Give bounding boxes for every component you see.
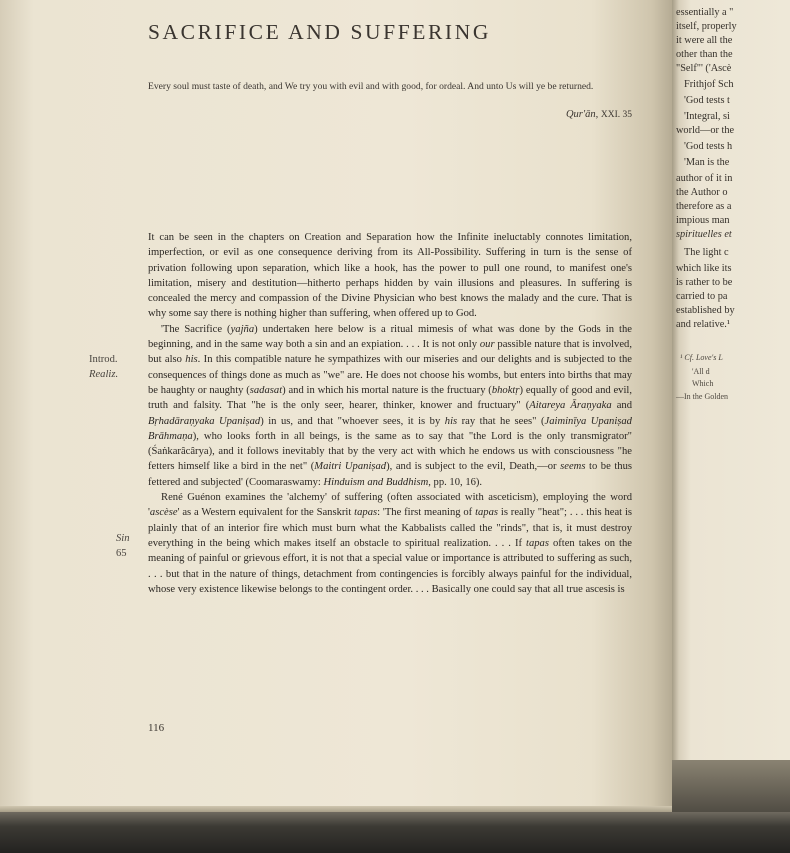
right-page-line: spirituelles et — [676, 229, 732, 240]
right-page-line: 'Man is the — [684, 157, 730, 168]
paragraph-2: 'The Sacrifice (yajña) undertaken here below is a ritual mimesis of what was done by the Gods in the beginning, and in the same way both a sin and an expiation. . . . It is not only our passible nature that is involved, but also his. In this compatible nature he sympathizes with our miseries and our delights and is subjected to the consequences of things done as much as "we" are. He does not choose his wombs, but enters into births that may be haughty or naughty (sadasat) and in which his mortal nature is the fructuary (bhoktṛ) equally of good and evil, truth and falsity. That "he is the only seer, hearer, thinker, knower and fructuary" (Aitareya Āraṇyaka and Bṛhadāraṇyaka Upaniṣad) in us, and that "whoever sees, it is by his ray that he sees" (Jaiminīya Upaniṣad Brāhmaṇa), who looks forth in all beings, is the same as to say that "the Lord is the only transmigrator" (Śaṅkarâcârya), and it follows inevitably that by the very act with which he endows us with consciousness "he fetters himself like a bird in the net" (Maitri Upaniṣad), and is subject to the evil, Death,—or seems to be thus fettered and subjected' (Coomaraswamy: Hinduism and Buddhism, pp. 10, 16). — [148, 323, 633, 488]
right-page-footnote-line: 'All d — [692, 367, 710, 376]
right-page-line: other than the — [676, 49, 733, 60]
right-page-line: world—or the — [676, 125, 735, 136]
right-page-line: impious man — [676, 215, 730, 226]
right-page-line: therefore as a — [676, 201, 732, 212]
margin-note-realiz: Realiz. — [89, 369, 119, 380]
right-page-line: the Author o — [676, 187, 728, 198]
right-page-line: 'God tests t — [684, 95, 730, 106]
right-page-line: and relative.¹ — [676, 319, 730, 330]
right-page-line: "Self"' ('Ascè — [676, 63, 732, 74]
right-page-footnote-line: ¹ Cf. Love's L — [680, 353, 723, 362]
right-page-line: Frithjof Sch — [684, 79, 734, 90]
right-page-line: established by — [676, 305, 735, 316]
right-page-bottom-edge — [672, 760, 790, 816]
right-page-line: 'God tests h — [684, 141, 733, 152]
page-number: 116 — [148, 722, 165, 734]
epigraph-source — [400, 109, 632, 120]
body-text — [148, 230, 632, 597]
right-page-line: carried to pa — [676, 291, 728, 302]
chapter-title: SACRIFICE AND SUFFERING — [148, 20, 491, 44]
right-page-line: The light c — [684, 247, 729, 258]
right-page-footnote-line: Which — [692, 379, 714, 388]
epigraph: Every soul must taste of death, and We try you with evil and with good, for ordeal. And unto Us will ye be returned. — [148, 81, 594, 92]
right-page-line: is rather to be — [676, 277, 733, 288]
right-page-line: author of it in — [676, 173, 733, 184]
right-page-line: which like its — [676, 263, 732, 274]
paragraph-1: It can be seen in the chapters on Creation and Separation how the Infinite ineluctably connotes limitation, imperfection, or evil as one consequence deriving from its All-Possibility. Suffering in turn is the sense of privation following upon separation, which like a hook, has the power to pull one round, to manifest one's limitation, misery and destitution—hitherto perhaps hidden by vain illusions and pleasures. In suffering is concealed the mercy and compassion of the Divine Physician who best knows the malady and the cure. That is why some say there is nothing higher than suffering, when offered up to God. — [148, 232, 632, 320]
right-page-line: itself, properly — [676, 21, 737, 32]
right-page-footnote-line: —In the Golden — [676, 392, 728, 401]
right-page-line: essentially a " — [676, 7, 734, 18]
epigraph-source-title: Qur'ān, — [565, 109, 599, 120]
paragraph-3: René Guénon examines the 'alchemy' of suffering (often associated with asceticism), employing the word 'ascèse' as a Western equivalent for the Sanskrit tapas: 'The first meaning of tapas is really "heat"; . . . this heat is plainly that of an interior fire which must burn what the Kabbalists called the "rinds", that is, it must destroy everything in the being which makes itself an obstacle to spiritual realization. . . . If tapas often takes on the meaning of painful or grievous effort, it is not that a special value or importance is attributed to suffering as such, . . . but that in the nature of things, detachment from contingencies is forcibly always painful for the individual, whose very existence likewise belongs to the contingent order. . . . Basically one could say that all true ascesis is — [148, 492, 633, 595]
margin-note-introd: Introd. — [89, 354, 118, 365]
epigraph-source-ref: XXI. 35 — [600, 110, 632, 120]
margin-note-sin: Sin — [116, 533, 130, 544]
right-page-line: it were all the — [676, 35, 733, 46]
right-page-line: 'Integral, si — [684, 111, 730, 122]
book-binding-shadow — [0, 812, 790, 853]
margin-note-sin-page: 65 — [116, 548, 127, 559]
